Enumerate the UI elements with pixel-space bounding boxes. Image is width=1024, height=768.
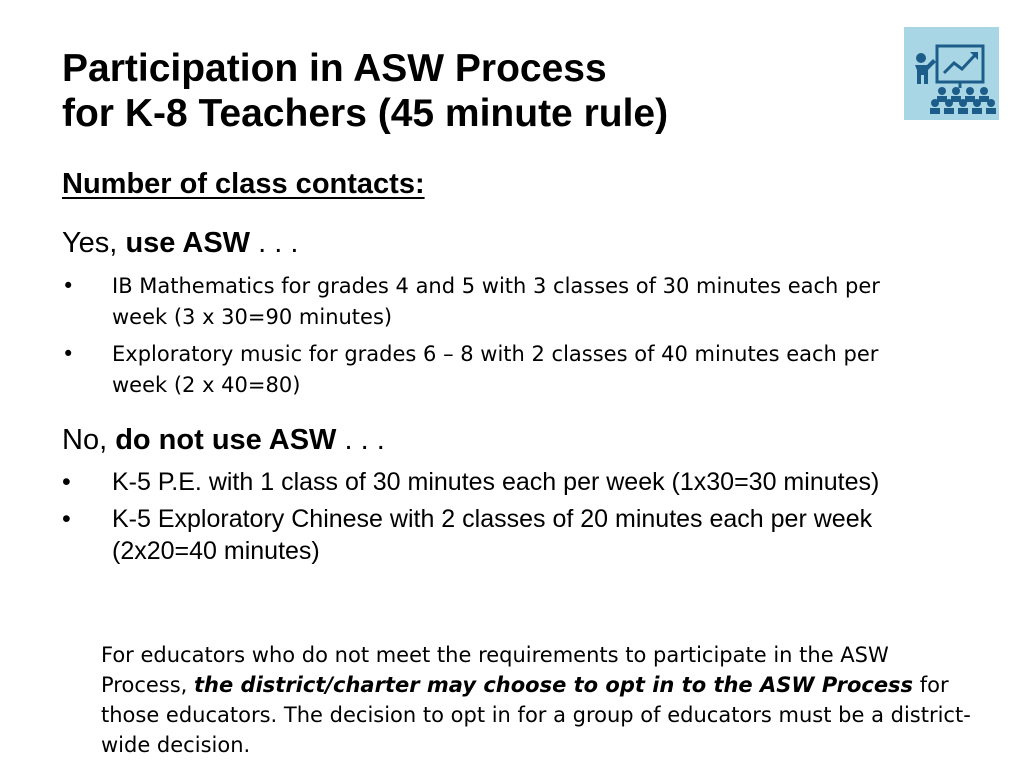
no-bold: do not use ASW — [115, 424, 337, 456]
yes-list — [62, 271, 922, 407]
yes-lead: Yes, — [62, 227, 126, 259]
list-item — [62, 503, 952, 567]
list-item-text: K-5 Exploratory Chinese with 2 classes of 20 minutes each per week (2x20=40 minutes) — [112, 505, 873, 565]
title-line-2: for K-8 Teachers (45 minute rule) — [62, 92, 669, 135]
list-item-text: K-5 P.E. with 1 class of 30 minutes each per week (1x30=30 minutes) — [112, 468, 880, 496]
yes-section-heading — [62, 225, 298, 261]
list-item — [62, 466, 952, 498]
presentation-icon-graphic — [904, 27, 999, 120]
list-item-text: IB Mathematics for grades 4 and 5 with 3 classes of 30 minutes each per week (3 x 30=90 minutes) — [112, 274, 880, 329]
note-part-1: For educators who do not meet the requirements to participate in the ASW Process, — [101, 643, 889, 697]
no-trail: . . . — [336, 424, 385, 456]
bullet: • — [62, 274, 75, 298]
yes-bold: use ASW — [125, 227, 251, 259]
note-emphasis: the district/charter may choose to opt in to the ASW Process — [194, 673, 914, 697]
no-section-heading — [62, 422, 385, 458]
slide-title — [62, 46, 668, 136]
note-part-2: for those educators. The decision to opt in for a group of educators must be a district-wide decision. — [101, 673, 971, 757]
no-list — [62, 466, 952, 572]
note-paragraph — [101, 640, 971, 760]
bullet: • — [62, 468, 71, 496]
title-line-1: Participation in ASW Process — [62, 47, 607, 90]
subtitle: Number of class contacts: — [62, 168, 425, 200]
no-lead: No, — [62, 424, 116, 456]
bullet: • — [62, 342, 75, 366]
presentation-icon — [904, 27, 999, 120]
list-item-text: Exploratory music for grades 6 – 8 with 2 classes of 40 minutes each per week (2 x 40=80) — [112, 342, 879, 397]
bullet: • — [62, 505, 71, 533]
list-item — [62, 339, 922, 401]
yes-trail: . . . — [250, 227, 299, 259]
list-item — [62, 271, 922, 333]
